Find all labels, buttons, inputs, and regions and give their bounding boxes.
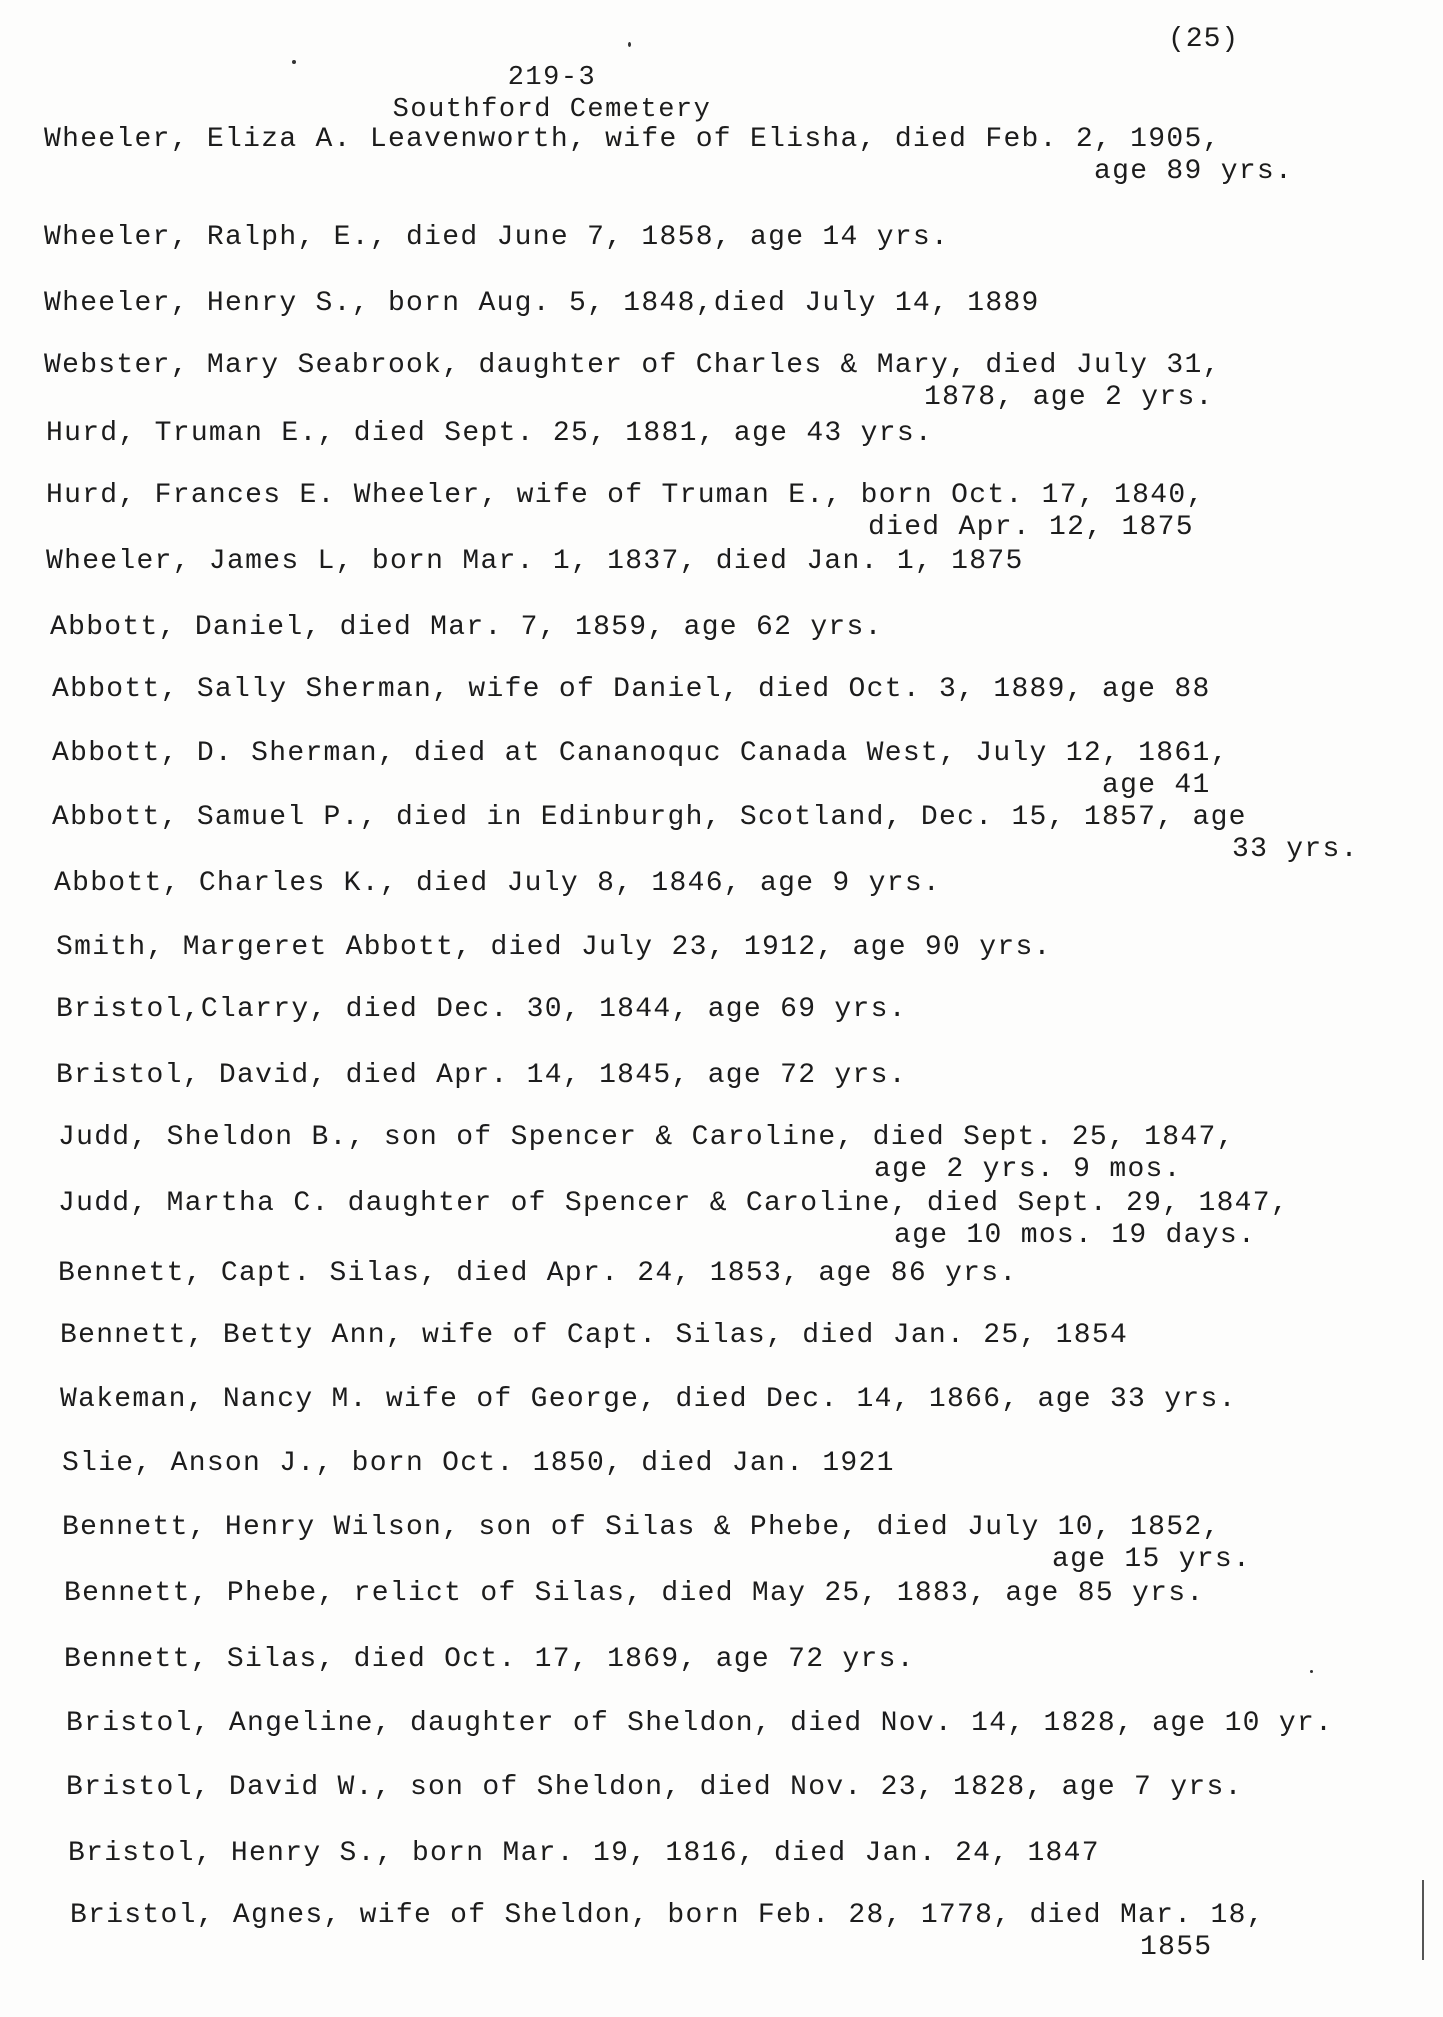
entry-text: Wakeman, Nancy M. wife of George, died Dec. 14, 1866, age 33 yrs. [60,1384,1237,1415]
burial-entry [60,1384,1237,1416]
burial-entry [58,1258,1017,1290]
entry-continuation: age 10 mos. 19 days. [894,1220,1257,1251]
entry-continuation: 1855 [1140,1932,1213,1963]
entry-text: Hurd, Frances E. Wheeler, wife of Truman E., born Oct. 17, 1840, [46,480,1205,511]
entry-text: Abbott, Samuel P., died in Edinburgh, Scotland, Dec. 15, 1857, age [52,802,1247,833]
scan-speck [1310,1670,1313,1673]
burial-entry [64,1578,1204,1610]
burial-entry [58,1188,1289,1252]
entry-continuation: age 41 [1102,770,1211,801]
entry-text: Bennett, Phebe, relict of Silas, died May 25, 1883, age 85 yrs. [64,1578,1205,1609]
burial-entry [62,1512,1251,1576]
burial-entry [44,222,949,254]
burial-entry [46,546,1024,578]
entry-text: Bristol, Agnes, wife of Sheldon, born Feb. 28, 1778, died Mar. 18, [70,1900,1265,1931]
entry-text: Bristol, David, died Apr. 14, 1845, age 72 yrs. [56,1060,907,1091]
cemetery-title: Southford Cemetery [392,95,712,125]
entry-text: Wheeler, James L, born Mar. 1, 1837, died Jan. 1, 1875 [46,546,1024,577]
entry-continuation: died Apr. 12, 1875 [868,512,1194,543]
entry-continuation: 1878, age 2 yrs. [924,382,1214,413]
entry-text: Bristol, Henry S., born Mar. 19, 1816, died Jan. 24, 1847 [68,1838,1100,1869]
burial-entry [56,994,907,1026]
burial-entry [54,868,941,900]
entry-text: Abbott, Sally Sherman, wife of Daniel, died Oct. 3, 1889, age 88 [52,674,1211,705]
entry-text: Bristol,Clarry, died Dec. 30, 1844, age 69 yrs. [56,994,907,1025]
entry-text: Bennett, Silas, died Oct. 17, 1869, age 72 yrs. [64,1644,915,1675]
burial-entry [52,738,1229,802]
entry-continuation: 33 yrs. [1232,834,1359,865]
entry-text: Judd, Martha C. daughter of Spencer & Caroline, died Sept. 29, 1847, [58,1188,1289,1219]
entry-text: Wheeler, Henry S., born Aug. 5, 1848,died July 14, 1889 [44,288,1040,319]
burial-entry [44,124,1293,188]
burial-entry [52,674,1211,706]
entry-text: Bristol, David W., son of Sheldon, died Nov. 23, 1828, age 7 yrs. [66,1772,1243,1803]
burial-entry [56,932,1052,964]
entry-text: Smith, Margeret Abbott, died July 23, 1912, age 90 yrs. [56,932,1052,963]
burial-entry [60,1320,1128,1352]
scan-edge-mark [1422,1880,1424,1960]
entry-continuation: age 89 yrs. [1094,156,1294,187]
scan-speck [628,42,631,47]
entry-text: Webster, Mary Seabrook, daughter of Charles & Mary, died July 31, [44,350,1221,381]
entry-text: Judd, Sheldon B., son of Spencer & Caroline, died Sept. 25, 1847, [58,1122,1235,1153]
burial-entry [66,1708,1333,1740]
burial-entry [44,350,1221,414]
burial-entry [68,1838,1100,1870]
burial-entry [66,1772,1243,1804]
burial-entry [50,612,883,644]
scan-speck [292,60,296,64]
page-number: (25) [1168,24,1240,55]
entry-text: Slie, Anson J., born Oct. 1850, died Jan. 1921 [62,1448,895,1479]
burial-entry [58,1122,1235,1186]
entry-text: Hurd, Truman E., died Sept. 25, 1881, age 43 yrs. [46,418,934,449]
entry-text: Abbott, Daniel, died Mar. 7, 1859, age 62 yrs. [50,612,883,643]
entry-text: Wheeler, Ralph, E., died June 7, 1858, age 14 yrs. [44,222,950,253]
burial-entry [46,480,1205,544]
entry-text: Bennett, Betty Ann, wife of Capt. Silas, died Jan. 25, 1854 [60,1320,1129,1351]
burial-entry [70,1900,1265,1964]
entry-text: Bristol, Angeline, daughter of Sheldon, died Nov. 14, 1828, age 10 yr. [66,1708,1334,1739]
entry-continuation: age 2 yrs. 9 mos. [874,1154,1182,1185]
entry-text: Wheeler, Eliza A. Leavenworth, wife of Elisha, died Feb. 2, 1905, [44,124,1221,155]
entry-continuation: age 15 yrs. [1052,1544,1252,1575]
burial-entry [44,288,1040,320]
entry-text: Bennett, Capt. Silas, died Apr. 24, 1853, age 86 yrs. [58,1258,1018,1289]
record-code: 219-3 [507,63,597,93]
entry-text: Bennett, Henry Wilson, son of Silas & Phebe, died July 10, 1852, [62,1512,1221,1543]
burial-entry [56,1060,907,1092]
burial-entry [52,802,1359,866]
entry-text: Abbott, Charles K., died July 8, 1846, age 9 yrs. [54,868,942,899]
entry-text: Abbott, D. Sherman, died at Cananoquc Canada West, July 12, 1861, [52,738,1229,769]
burial-entry [62,1448,895,1480]
burial-entry [64,1644,915,1676]
burial-entry [46,418,933,450]
